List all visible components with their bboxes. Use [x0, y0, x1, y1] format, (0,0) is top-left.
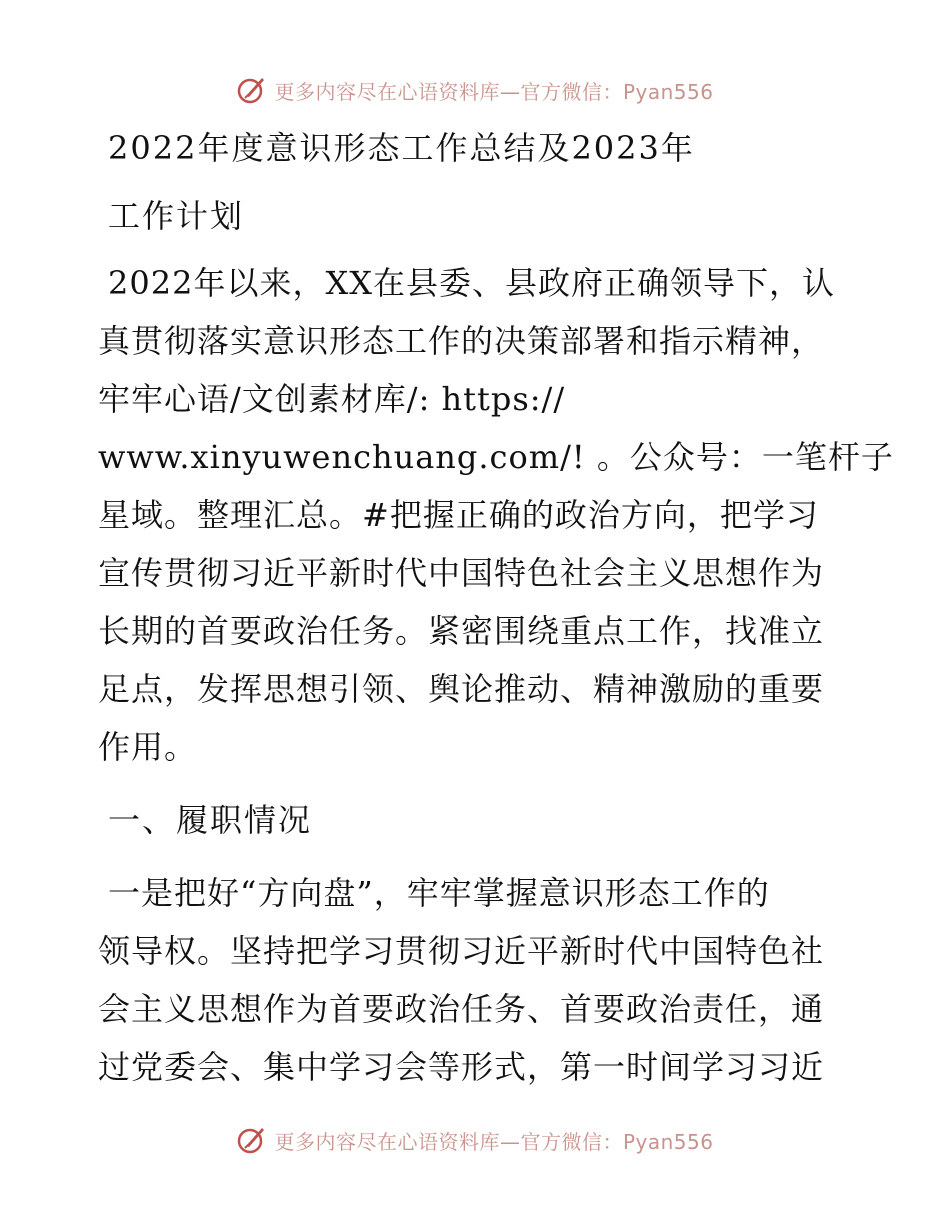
text-line: 2022年以来，XX在县委、县政府正确领导下，认 — [108, 264, 836, 302]
quill-logo-icon — [236, 1124, 268, 1156]
text-line: 足点，发挥思想引领、舆论推动、精神激励的重要 — [98, 670, 825, 708]
paragraph-1 — [98, 864, 850, 1096]
document-title-line-2: 工作计划 — [108, 197, 245, 235]
watermark-text: 更多内容尽在心语资料库—官方微信：Pyan556 — [274, 1129, 714, 1154]
quill-logo-icon — [236, 74, 268, 106]
intro-paragraph — [98, 254, 894, 776]
text-line: 一是把好“方向盘”，牢牢掌握意识形态工作的 — [108, 874, 770, 912]
text-line: 牢牢心语/文创素材库/: https:// — [98, 380, 566, 418]
text-line: 长期的首要政治任务。紧密围绕重点工作，找准立 — [98, 612, 825, 650]
text-line: 领导权。坚持把学习贯彻习近平新时代中国特色社 — [98, 932, 825, 970]
document-title-line-1: 2022年度意识形态工作总结及2023年 — [108, 129, 695, 167]
text-line: 过党委会、集中学习会等形式，第一时间学习习近 — [98, 1048, 825, 1086]
section-heading-1: 一、履职情况 — [108, 801, 313, 839]
text-line: 作用。 — [98, 728, 198, 766]
watermark-header — [0, 72, 950, 108]
text-line: 会主义思想作为首要政治任务、首要政治责任，通 — [98, 990, 825, 1028]
text-line: 真贯彻落实意识形态工作的决策部署和指示精神， — [98, 322, 825, 360]
watermark-text: 更多内容尽在心语资料库—官方微信：Pyan556 — [274, 79, 714, 104]
text-line: 星域。整理汇总。#把握正确的政治方向，把学习 — [98, 496, 819, 534]
watermark-footer — [0, 1122, 950, 1158]
text-line: 宣传贯彻习近平新时代中国特色社会主义思想作为 — [98, 554, 825, 592]
text-line: www.xinyuwenchuang.com/! 。公众号：一笔杆子 — [98, 438, 894, 476]
document-page — [98, 118, 894, 1096]
